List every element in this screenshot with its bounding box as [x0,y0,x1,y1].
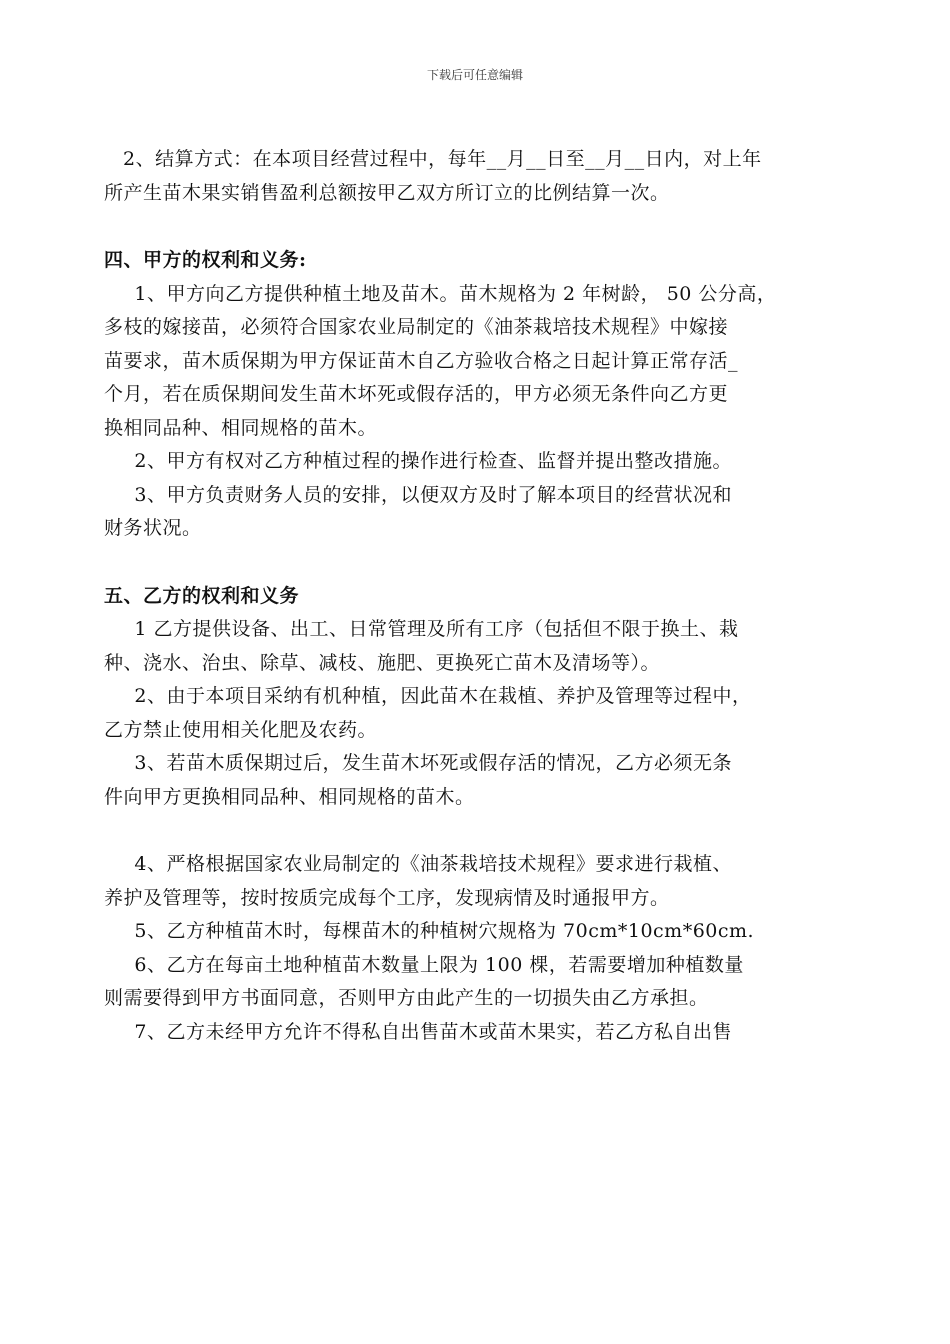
clause-5-7-line1: 7、乙方未经甲方允许不得私自出售苗木或苗木果实，若乙方私自出售 [134,1020,732,1043]
clause-4-2: 2、甲方有权对乙方种植过程的操作进行检查、监督并提出整改措施。 [134,450,732,472]
section-5-heading: 五、乙方的权利和义务 [104,584,300,607]
clause-5-4-line1: 4、严格根据国家农业局制定的《油茶栽培技术规程》要求进行栽植、 [134,853,732,875]
clause-5-6-line1: 6、乙方在每亩土地种植苗木数量上限为 100 棵，若需要增加种植数量 [134,953,744,976]
section-4-heading: 四、甲方的权利和义务: [104,249,307,271]
spacer [104,814,839,848]
clause-3-2-line2: 所产生苗木果实销售盈利总额按甲乙双方所订立的比例结算一次。 [104,181,670,204]
clause-5-2-line2: 乙方禁止使用相关化肥及农药。 [104,718,378,741]
clause-4-1-line1: 1、甲方向乙方提供种植土地及苗木。苗木规格为 2 年树龄， 50 公分高， [134,282,777,305]
clause-4-1-line5: 换相同品种、相同规格的苗木。 [104,416,378,439]
clause-4-1-line4: 个月，若在质保期间发生苗木坏死或假存活的，甲方必须无条件向乙方更 [104,383,729,405]
clause-4-3-line1: 3、甲方负责财务人员的安排，以便双方及时了解本项目的经营状况和 [134,483,732,506]
clause-5-1-line1: 1 乙方提供设备、出工、日常管理及所有工序（包括但不限于换土、栽 [134,618,739,640]
document-body [104,143,839,1049]
clause-4-1-line3: 苗要求，苗木质保期为甲方保证苗木自乙方验收合格之日起计算正常存活_ [104,349,739,372]
clause-4-1-line2: 多枝的嫁接苗，必须符合国家农业局制定的《油茶栽培技术规程》中嫁接 [104,316,729,338]
page-header: 下载后可任意编辑 [426,68,523,82]
spacer [104,210,839,244]
spacer [104,546,839,580]
clause-4-3-line2: 财务状况。 [104,517,202,539]
clause-3-2-line1: 2、结算方式：在本项目经营过程中，每年__月__日至__月__日内，对上年 [123,148,762,170]
clause-5-5: 5、乙方种植苗木时，每棵苗木的种植树穴规格为 70cm*10cm*60cm. [134,920,755,942]
clause-5-3-line1: 3、若苗木质保期过后，发生苗木坏死或假存活的情况，乙方必须无条 [134,752,732,774]
clause-5-3-line2: 件向甲方更换相同品种、相同规格的苗木。 [104,785,475,808]
clause-5-6-line2: 则需要得到甲方书面同意，否则甲方由此产生的一切损失由乙方承担。 [104,987,709,1009]
clause-5-4-line2: 养护及管理等，按时按质完成每个工序，发现病情及时通报甲方。 [104,886,670,909]
clause-5-2-line1: 2、由于本项目采纳有机种植，因此苗木在栽植、养护及管理等过程中， [134,685,752,707]
clause-5-1-line2: 种、浇水、治虫、除草、减枝、施肥、更换死亡苗木及清场等）。 [104,651,661,674]
